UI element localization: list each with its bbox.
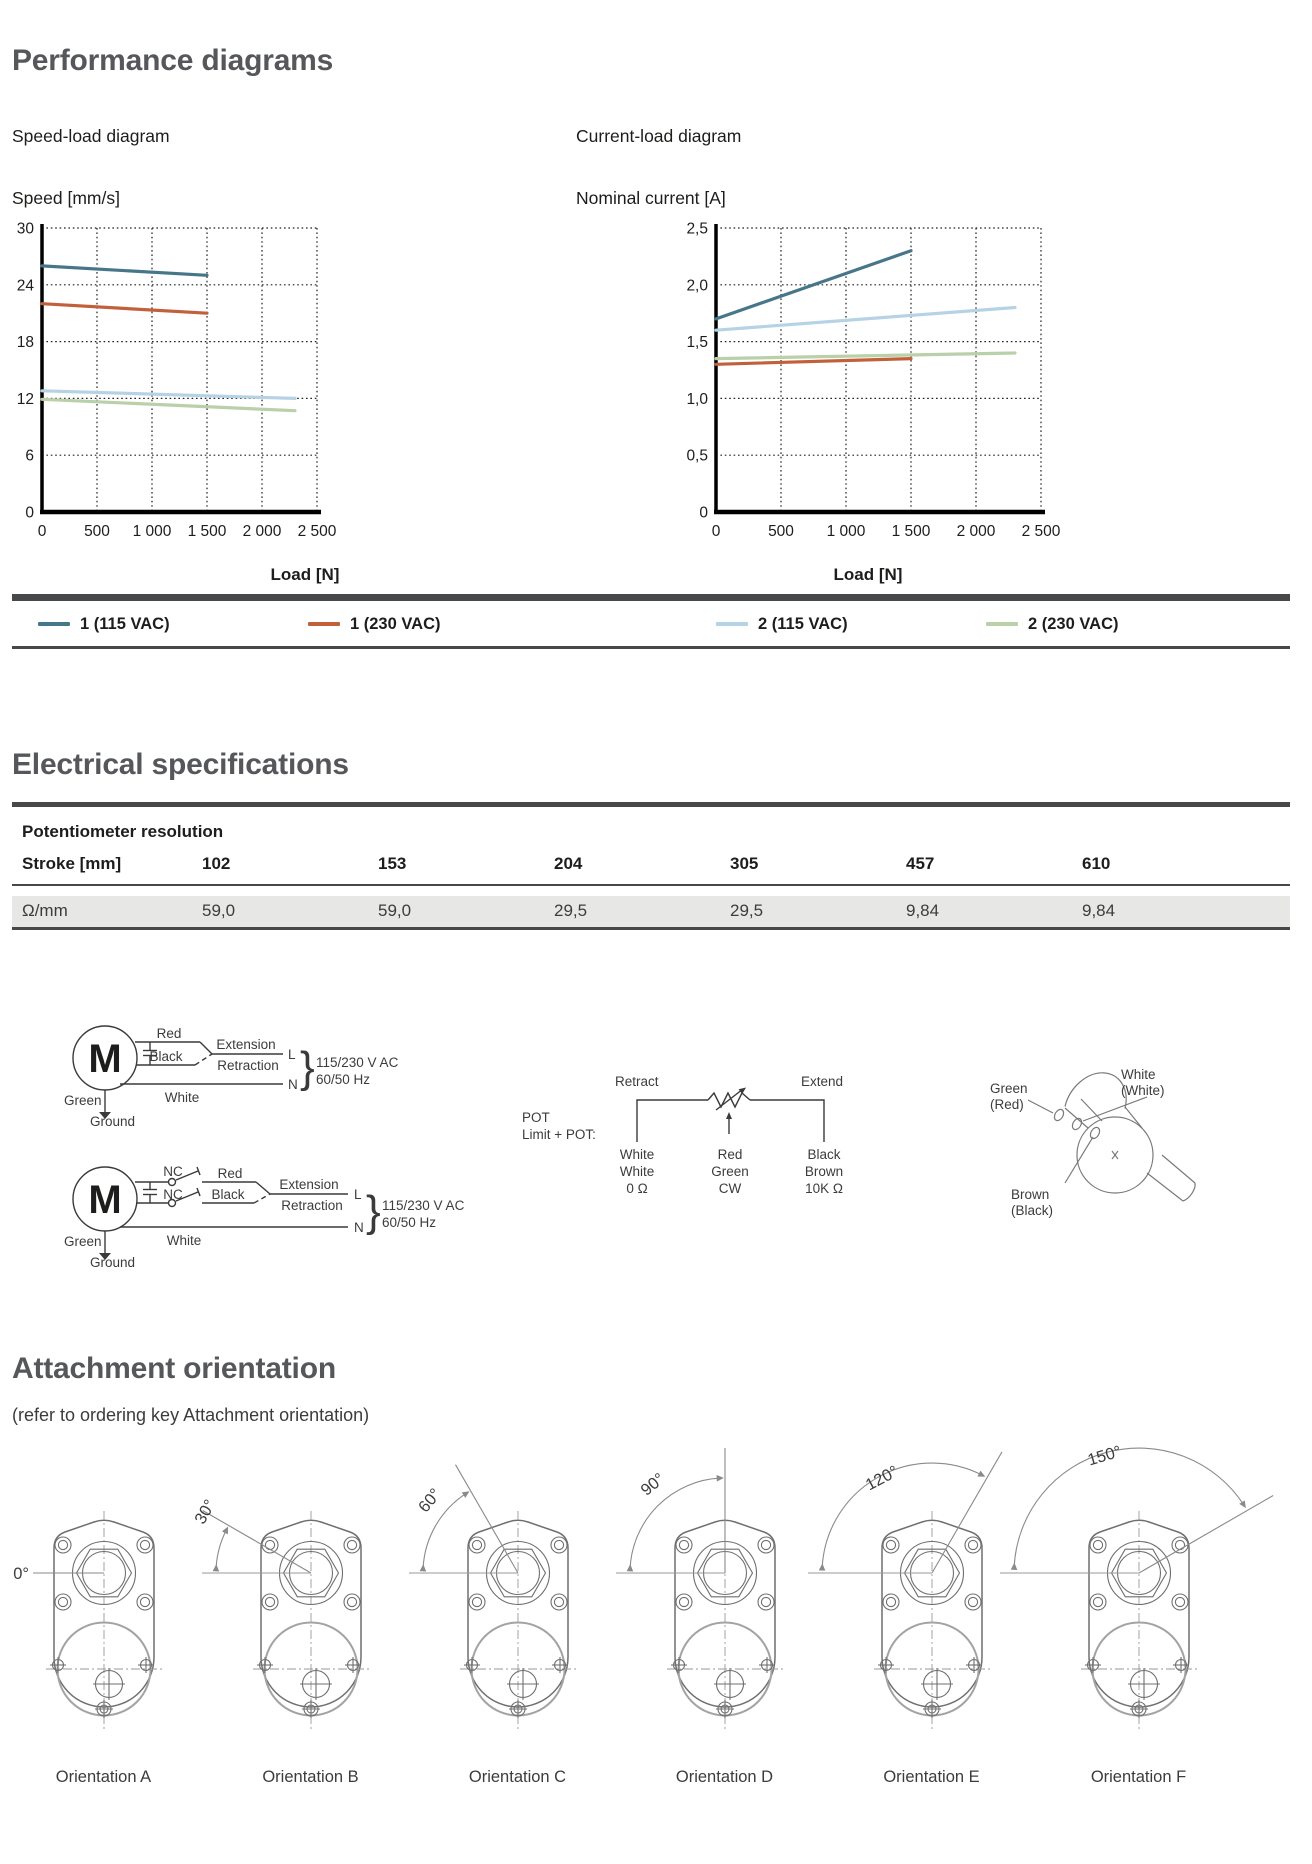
- svg-text:2,0: 2,0: [686, 277, 708, 295]
- orientation-drawing-c: [414, 1445, 621, 1755]
- line-terminal-label: L: [288, 1047, 296, 1062]
- pot-terminal3-wire2: Brown: [804, 1164, 844, 1179]
- legend-label: 2 (230 VAC): [1028, 614, 1119, 633]
- pot-terminal2-wire2: Green: [711, 1164, 749, 1179]
- legend-label: 2 (115 VAC): [758, 614, 848, 633]
- svg-text:30: 30: [16, 220, 34, 238]
- svg-text:1,5: 1,5: [686, 334, 708, 352]
- stroke-value: 305: [730, 854, 759, 873]
- stroke-value: 102: [202, 854, 231, 873]
- motor-label: M: [88, 1178, 122, 1222]
- svg-text:0,5: 0,5: [686, 447, 708, 465]
- table-top-rule: [12, 802, 1290, 807]
- potentiometer-schematic: [430, 1058, 880, 1208]
- table-mid-rule: [12, 884, 1290, 886]
- brace-glyph: }: [300, 1043, 315, 1092]
- retraction-label: Retraction: [217, 1058, 279, 1073]
- svg-text:2 500: 2 500: [1021, 523, 1061, 540]
- pot-terminal1-wire: White: [619, 1147, 655, 1162]
- svg-text:2,5: 2,5: [686, 220, 708, 238]
- orientation-drawing-e: [828, 1445, 1035, 1755]
- line-terminal-label: L: [354, 1187, 362, 1202]
- green-wire-label: Green: [64, 1234, 102, 1249]
- neutral-terminal-label: N: [288, 1077, 298, 1092]
- black-wire-label: Black: [211, 1187, 245, 1202]
- legend-swatch-1-115: [38, 622, 70, 626]
- xaxis-label-current: Load [N]: [833, 565, 903, 584]
- legend-item-1-230: [308, 612, 440, 636]
- svg-text:1 500: 1 500: [187, 523, 227, 540]
- svg-text:1 000: 1 000: [132, 523, 172, 540]
- svg-text:6: 6: [25, 447, 34, 465]
- orientation-caption: Orientation D: [675, 1768, 774, 1786]
- orientation-drawing-a: [0, 1445, 207, 1755]
- svg-text:60°: 60°: [415, 1485, 445, 1516]
- white-wire-label: White: [166, 1233, 202, 1248]
- table-row-header: Stroke [mm]: [22, 854, 122, 873]
- pot-terminal2-wire: Red: [717, 1147, 743, 1162]
- orientation-caption: Orientation E: [883, 1768, 980, 1786]
- potentiometer-drawing: [955, 1055, 1205, 1230]
- svg-text:0: 0: [25, 504, 34, 522]
- pot-terminal3-value: 10K Ω: [805, 1181, 843, 1196]
- voltage-label: 115/230 V AC: [382, 1198, 465, 1213]
- pot3d-white-label: White: [1121, 1067, 1156, 1082]
- orientation-drawing-b: [191, 1445, 414, 1755]
- resolution-value: 29,5: [730, 901, 764, 920]
- legend-label: 1 (115 VAC): [80, 614, 170, 633]
- svg-text:1,0: 1,0: [686, 390, 708, 408]
- resolution-value: 9,84: [1082, 901, 1116, 920]
- neutral-terminal-label: N: [354, 1220, 364, 1235]
- svg-text:150°: 150°: [1085, 1442, 1124, 1470]
- legend-item-2-230: [986, 612, 1118, 636]
- resolution-value: 9,84: [906, 901, 940, 920]
- current-load-chart: [672, 215, 1072, 545]
- nc-switch-label: NC: [163, 1187, 183, 1202]
- pot-terminal3-wire: Black: [807, 1147, 841, 1162]
- nc-switch-label: NC: [163, 1164, 183, 1179]
- legend-item-1-115: [38, 612, 170, 636]
- speed-load-chart: [8, 215, 353, 545]
- red-wire-label: Red: [156, 1026, 182, 1041]
- legend-swatch-2-230: [986, 622, 1018, 626]
- wiper-terminal-arrow-icon: [726, 1112, 732, 1119]
- resolution-value: 59,0: [378, 901, 412, 920]
- pot3d-white-label2: (White): [1121, 1083, 1165, 1098]
- legend-swatch-2-115: [716, 622, 748, 626]
- svg-text:1 500: 1 500: [891, 523, 931, 540]
- svg-text:500: 500: [768, 523, 794, 540]
- red-wire-label: Red: [217, 1166, 243, 1181]
- black-wire-label: Black: [149, 1049, 183, 1064]
- stroke-value: 610: [1082, 854, 1111, 873]
- svg-text:12: 12: [16, 390, 34, 408]
- ground-label: Ground: [90, 1255, 136, 1270]
- pot-title-line2: Limit + POT:: [522, 1127, 596, 1142]
- motor-label: M: [88, 1037, 122, 1081]
- frequency-label: 60/50 Hz: [382, 1215, 437, 1230]
- svg-text:500: 500: [84, 523, 110, 540]
- legend-label: 1 (230 VAC): [350, 614, 441, 633]
- legend-top-rule: [12, 594, 1290, 601]
- wiring-diagram-limit-switches: [50, 1145, 480, 1290]
- frequency-label: 60/50 Hz: [316, 1072, 371, 1087]
- stroke-value: 153: [378, 854, 407, 873]
- pot-terminal2-value: CW: [718, 1181, 742, 1196]
- svg-text:18: 18: [16, 334, 34, 352]
- section-title-attachment: Attachment orientation: [12, 1352, 336, 1385]
- voltage-label: 115/230 V AC: [316, 1055, 399, 1070]
- table-bottom-rule: [12, 927, 1290, 930]
- extension-label: Extension: [279, 1177, 339, 1192]
- pot-title-line1: POT: [522, 1110, 550, 1125]
- orientation-drawing-d: [621, 1445, 828, 1755]
- svg-text:2 000: 2 000: [956, 523, 996, 540]
- unit-label: Ω/mm: [22, 901, 68, 920]
- stroke-value: 457: [906, 854, 935, 873]
- ground-label: Ground: [90, 1114, 136, 1129]
- extension-label: Extension: [216, 1037, 276, 1052]
- svg-text:30°: 30°: [191, 1496, 220, 1528]
- attachment-note: (refer to ordering key Attachment orientation): [12, 1405, 370, 1425]
- pot-terminal1-value: 0 Ω: [626, 1181, 648, 1196]
- extend-label: Extend: [801, 1074, 844, 1089]
- svg-text:0°: 0°: [13, 1565, 29, 1583]
- pot3d-brown-label2: (Black): [1011, 1203, 1054, 1218]
- stroke-value: 204: [554, 854, 583, 873]
- section-title-electrical: Electrical specifications: [12, 748, 349, 781]
- svg-text:1 000: 1 000: [826, 523, 866, 540]
- retraction-label: Retraction: [281, 1198, 343, 1213]
- legend-bottom-rule: [12, 646, 1290, 649]
- legend-swatch-1-230: [308, 622, 340, 626]
- white-wire-label: White: [164, 1090, 200, 1105]
- orientation-caption: Orientation C: [468, 1768, 567, 1786]
- axis-title-speed: Speed [mm/s]: [12, 188, 120, 208]
- resolution-value: 59,0: [202, 901, 236, 920]
- section-title-performance: Performance diagrams: [12, 44, 334, 77]
- orientation-caption: Orientation B: [262, 1768, 359, 1786]
- chart-title-speed: Speed-load diagram: [12, 126, 170, 146]
- pot3d-green-label2: (Red): [990, 1097, 1024, 1112]
- svg-text:2 000: 2 000: [242, 523, 282, 540]
- svg-text:120°: 120°: [862, 1462, 902, 1495]
- retract-label: Retract: [615, 1074, 659, 1089]
- svg-text:0: 0: [37, 523, 47, 540]
- svg-text:24: 24: [16, 277, 34, 295]
- pot3d-green-label: Green: [990, 1081, 1028, 1096]
- svg-text:90°: 90°: [637, 1469, 669, 1500]
- orientation-caption: Orientation F: [1090, 1768, 1187, 1786]
- orientation-drawing-f: [1035, 1442, 1242, 1755]
- wiring-diagram-basic: [50, 1005, 450, 1145]
- resolution-value: 29,5: [554, 901, 588, 920]
- legend-item-2-115: [716, 612, 848, 636]
- svg-text:0: 0: [711, 523, 721, 540]
- axis-title-current: Nominal current [A]: [576, 188, 726, 208]
- xaxis-label-speed: Load [N]: [270, 565, 340, 584]
- pot3d-brown-label: Brown: [1011, 1187, 1050, 1202]
- svg-text:2 500: 2 500: [297, 523, 337, 540]
- pot-terminal1-wire2: White: [619, 1164, 655, 1179]
- table-section-title: Potentiometer resolution: [22, 822, 224, 841]
- brace-glyph: }: [366, 1187, 381, 1236]
- chart-title-current: Current-load diagram: [576, 126, 742, 146]
- orientation-caption: Orientation A: [55, 1768, 152, 1786]
- svg-text:0: 0: [699, 504, 708, 522]
- green-wire-label: Green: [64, 1093, 102, 1108]
